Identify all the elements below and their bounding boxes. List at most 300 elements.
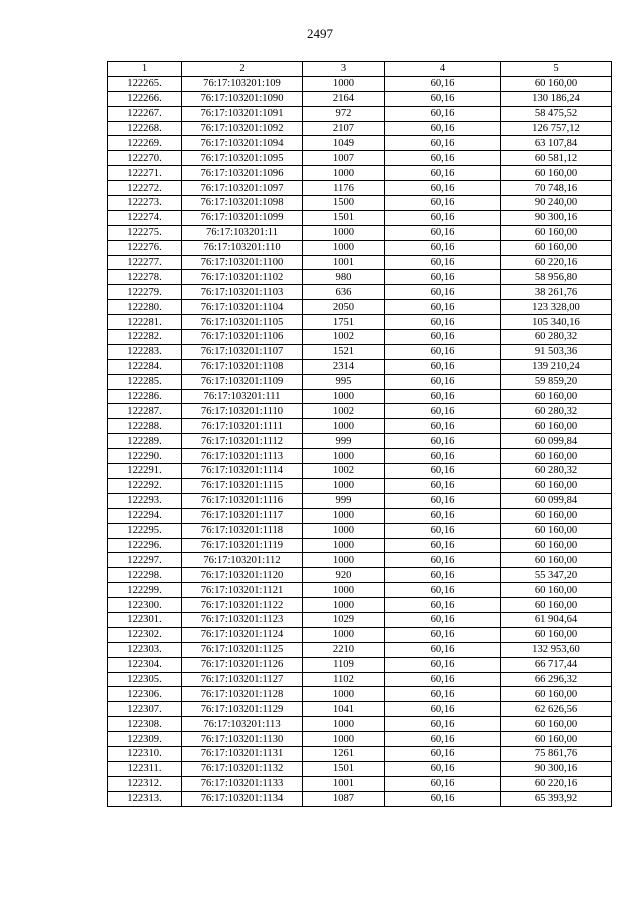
- rate-cell: 60,16: [385, 598, 501, 613]
- rate-cell: 60,16: [385, 538, 501, 553]
- row-number-cell: 122280.: [108, 300, 182, 315]
- table-row: [108, 642, 612, 657]
- table-row: [108, 344, 612, 359]
- area-cell: 999: [303, 434, 385, 449]
- row-number-cell: 122304.: [108, 657, 182, 672]
- amount-cell: 126 757,12: [501, 121, 612, 136]
- table-row: [108, 330, 612, 345]
- table-row: [108, 136, 612, 151]
- area-cell: 1751: [303, 315, 385, 330]
- cadastral-number-cell: 76:17:103201:1094: [182, 136, 303, 151]
- row-number-cell: 122294.: [108, 508, 182, 523]
- rate-cell: 60,16: [385, 300, 501, 315]
- amount-cell: 60 220,16: [501, 776, 612, 791]
- cadastral-number-cell: 76:17:103201:1120: [182, 568, 303, 583]
- cadastral-number-cell: 76:17:103201:1109: [182, 374, 303, 389]
- table-row: [108, 553, 612, 568]
- row-number-cell: 122308.: [108, 717, 182, 732]
- table-row: [108, 657, 612, 672]
- cadastral-number-cell: 76:17:103201:1121: [182, 583, 303, 598]
- column-header: 2: [182, 62, 303, 77]
- rate-cell: 60,16: [385, 702, 501, 717]
- rate-cell: 60,16: [385, 389, 501, 404]
- area-cell: 2164: [303, 91, 385, 106]
- rate-cell: 60,16: [385, 568, 501, 583]
- area-cell: 1001: [303, 776, 385, 791]
- row-number-cell: 122299.: [108, 583, 182, 598]
- cadastral-number-cell: 76:17:103201:1099: [182, 210, 303, 225]
- cadastral-number-cell: 76:17:103201:109: [182, 76, 303, 91]
- amount-cell: 60 099,84: [501, 493, 612, 508]
- amount-cell: 60 160,00: [501, 538, 612, 553]
- row-number-cell: 122301.: [108, 612, 182, 627]
- area-cell: 1029: [303, 612, 385, 627]
- table-body: [108, 76, 612, 806]
- cadastral-number-cell: 76:17:103201:1132: [182, 761, 303, 776]
- table-row: [108, 523, 612, 538]
- table-row: [108, 746, 612, 761]
- table-row: [108, 166, 612, 181]
- table-row: [108, 687, 612, 702]
- area-cell: 1000: [303, 627, 385, 642]
- amount-cell: 60 160,00: [501, 419, 612, 434]
- cadastral-number-cell: 76:17:103201:1103: [182, 285, 303, 300]
- row-number-cell: 122307.: [108, 702, 182, 717]
- table-row: [108, 270, 612, 285]
- area-cell: 636: [303, 285, 385, 300]
- area-cell: 1000: [303, 76, 385, 91]
- area-cell: 1501: [303, 761, 385, 776]
- area-cell: 1087: [303, 791, 385, 806]
- row-number-cell: 122271.: [108, 166, 182, 181]
- table-row: [108, 196, 612, 211]
- row-number-cell: 122267.: [108, 106, 182, 121]
- rate-cell: 60,16: [385, 330, 501, 345]
- rate-cell: 60,16: [385, 106, 501, 121]
- cadastral-number-cell: 76:17:103201:1102: [182, 270, 303, 285]
- cadastral-number-cell: 76:17:103201:1112: [182, 434, 303, 449]
- row-number-cell: 122309.: [108, 732, 182, 747]
- table-row: [108, 761, 612, 776]
- cadastral-number-cell: 76:17:103201:1111: [182, 419, 303, 434]
- rate-cell: 60,16: [385, 166, 501, 181]
- row-number-cell: 122302.: [108, 627, 182, 642]
- table-row: [108, 300, 612, 315]
- amount-cell: 60 160,00: [501, 598, 612, 613]
- cadastral-number-cell: 76:17:103201:110: [182, 240, 303, 255]
- cadastral-number-cell: 76:17:103201:1124: [182, 627, 303, 642]
- amount-cell: 66 717,44: [501, 657, 612, 672]
- area-cell: 1500: [303, 196, 385, 211]
- row-number-cell: 122268.: [108, 121, 182, 136]
- row-number-cell: 122270.: [108, 151, 182, 166]
- row-number-cell: 122269.: [108, 136, 182, 151]
- amount-cell: 60 160,00: [501, 732, 612, 747]
- table-row: [108, 508, 612, 523]
- cadastral-number-cell: 76:17:103201:112: [182, 553, 303, 568]
- table-row: [108, 702, 612, 717]
- cadastral-number-cell: 76:17:103201:1118: [182, 523, 303, 538]
- rate-cell: 60,16: [385, 315, 501, 330]
- area-cell: 1000: [303, 717, 385, 732]
- table-row: [108, 627, 612, 642]
- cadastral-number-cell: 76:17:103201:1105: [182, 315, 303, 330]
- rate-cell: 60,16: [385, 657, 501, 672]
- table-row: [108, 612, 612, 627]
- amount-cell: 60 160,00: [501, 583, 612, 598]
- area-cell: 1000: [303, 523, 385, 538]
- row-number-cell: 122274.: [108, 210, 182, 225]
- table-row: [108, 181, 612, 196]
- row-number-cell: 122300.: [108, 598, 182, 613]
- rate-cell: 60,16: [385, 225, 501, 240]
- table-row: [108, 91, 612, 106]
- rate-cell: 60,16: [385, 434, 501, 449]
- amount-cell: 60 160,00: [501, 449, 612, 464]
- amount-cell: 62 626,56: [501, 702, 612, 717]
- cadastral-number-cell: 76:17:103201:1133: [182, 776, 303, 791]
- table-row: [108, 121, 612, 136]
- table-row: [108, 791, 612, 806]
- table-row: [108, 493, 612, 508]
- row-number-cell: 122312.: [108, 776, 182, 791]
- amount-cell: 75 861,76: [501, 746, 612, 761]
- column-header: 5: [501, 62, 612, 77]
- row-number-cell: 122266.: [108, 91, 182, 106]
- amount-cell: 139 210,24: [501, 359, 612, 374]
- cadastral-number-cell: 76:17:103201:1100: [182, 255, 303, 270]
- rate-cell: 60,16: [385, 449, 501, 464]
- amount-cell: 60 099,84: [501, 434, 612, 449]
- column-header: 4: [385, 62, 501, 77]
- area-cell: 972: [303, 106, 385, 121]
- area-cell: 2050: [303, 300, 385, 315]
- amount-cell: 59 859,20: [501, 374, 612, 389]
- cadastral-number-cell: 76:17:103201:1104: [182, 300, 303, 315]
- cadastral-number-cell: 76:17:103201:1110: [182, 404, 303, 419]
- header-row: [108, 62, 612, 77]
- area-cell: 1001: [303, 255, 385, 270]
- rate-cell: 60,16: [385, 508, 501, 523]
- row-number-cell: 122279.: [108, 285, 182, 300]
- cadastral-number-cell: 76:17:103201:1107: [182, 344, 303, 359]
- cadastral-number-cell: 76:17:103201:1125: [182, 642, 303, 657]
- cadastral-number-cell: 76:17:103201:1097: [182, 181, 303, 196]
- rate-cell: 60,16: [385, 791, 501, 806]
- rate-cell: 60,16: [385, 672, 501, 687]
- area-cell: 1007: [303, 151, 385, 166]
- table-row: [108, 478, 612, 493]
- rate-cell: 60,16: [385, 642, 501, 657]
- row-number-cell: 122281.: [108, 315, 182, 330]
- amount-cell: 60 160,00: [501, 627, 612, 642]
- rate-cell: 60,16: [385, 76, 501, 91]
- amount-cell: 60 160,00: [501, 687, 612, 702]
- rate-cell: 60,16: [385, 285, 501, 300]
- table-row: [108, 717, 612, 732]
- row-number-cell: 122285.: [108, 374, 182, 389]
- area-cell: 1000: [303, 166, 385, 181]
- row-number-cell: 122313.: [108, 791, 182, 806]
- row-number-cell: 122272.: [108, 181, 182, 196]
- row-number-cell: 122286.: [108, 389, 182, 404]
- amount-cell: 60 280,32: [501, 330, 612, 345]
- row-number-cell: 122276.: [108, 240, 182, 255]
- row-number-cell: 122273.: [108, 196, 182, 211]
- amount-cell: 60 160,00: [501, 478, 612, 493]
- rate-cell: 60,16: [385, 136, 501, 151]
- cadastral-number-cell: 76:17:103201:1096: [182, 166, 303, 181]
- rate-cell: 60,16: [385, 746, 501, 761]
- area-cell: 1000: [303, 732, 385, 747]
- cadastral-number-cell: 76:17:103201:111: [182, 389, 303, 404]
- cadastral-number-cell: 76:17:103201:1128: [182, 687, 303, 702]
- area-cell: 1000: [303, 240, 385, 255]
- column-header: 1: [108, 62, 182, 77]
- column-header: 3: [303, 62, 385, 77]
- area-cell: 1002: [303, 330, 385, 345]
- amount-cell: 66 296,32: [501, 672, 612, 687]
- amount-cell: 132 953,60: [501, 642, 612, 657]
- table-row: [108, 598, 612, 613]
- area-cell: 980: [303, 270, 385, 285]
- area-cell: 1002: [303, 464, 385, 479]
- area-cell: 999: [303, 493, 385, 508]
- rate-cell: 60,16: [385, 717, 501, 732]
- area-cell: 1521: [303, 344, 385, 359]
- rate-cell: 60,16: [385, 553, 501, 568]
- amount-cell: 60 160,00: [501, 717, 612, 732]
- area-cell: 1000: [303, 225, 385, 240]
- amount-cell: 55 347,20: [501, 568, 612, 583]
- table-row: [108, 76, 612, 91]
- area-cell: 1002: [303, 404, 385, 419]
- row-number-cell: 122287.: [108, 404, 182, 419]
- row-number-cell: 122297.: [108, 553, 182, 568]
- area-cell: 2107: [303, 121, 385, 136]
- amount-cell: 58 956,80: [501, 270, 612, 285]
- row-number-cell: 122288.: [108, 419, 182, 434]
- cadastral-number-cell: 76:17:103201:1134: [182, 791, 303, 806]
- cadastral-number-cell: 76:17:103201:1130: [182, 732, 303, 747]
- rate-cell: 60,16: [385, 151, 501, 166]
- cadastral-number-cell: 76:17:103201:1115: [182, 478, 303, 493]
- table-row: [108, 151, 612, 166]
- rate-cell: 60,16: [385, 627, 501, 642]
- amount-cell: 60 280,32: [501, 404, 612, 419]
- area-cell: 2210: [303, 642, 385, 657]
- row-number-cell: 122277.: [108, 255, 182, 270]
- area-cell: 1000: [303, 389, 385, 404]
- area-cell: 1000: [303, 508, 385, 523]
- cadastral-number-cell: 76:17:103201:1106: [182, 330, 303, 345]
- cadastral-number-cell: 76:17:103201:1127: [182, 672, 303, 687]
- row-number-cell: 122296.: [108, 538, 182, 553]
- amount-cell: 70 748,16: [501, 181, 612, 196]
- row-number-cell: 122303.: [108, 642, 182, 657]
- table-row: [108, 374, 612, 389]
- area-cell: 1176: [303, 181, 385, 196]
- amount-cell: 90 300,16: [501, 761, 612, 776]
- rate-cell: 60,16: [385, 404, 501, 419]
- table-row: [108, 776, 612, 791]
- area-cell: 1000: [303, 583, 385, 598]
- rate-cell: 60,16: [385, 240, 501, 255]
- row-number-cell: 122292.: [108, 478, 182, 493]
- row-number-cell: 122311.: [108, 761, 182, 776]
- amount-cell: 91 503,36: [501, 344, 612, 359]
- amount-cell: 65 393,92: [501, 791, 612, 806]
- table-row: [108, 732, 612, 747]
- rate-cell: 60,16: [385, 478, 501, 493]
- rate-cell: 60,16: [385, 255, 501, 270]
- cadastral-number-cell: 76:17:103201:1116: [182, 493, 303, 508]
- amount-cell: 60 160,00: [501, 240, 612, 255]
- rate-cell: 60,16: [385, 121, 501, 136]
- area-cell: 2314: [303, 359, 385, 374]
- row-number-cell: 122289.: [108, 434, 182, 449]
- table-row: [108, 583, 612, 598]
- cadastral-number-cell: 76:17:103201:113: [182, 717, 303, 732]
- rate-cell: 60,16: [385, 464, 501, 479]
- rate-cell: 60,16: [385, 761, 501, 776]
- table-row: [108, 404, 612, 419]
- amount-cell: 60 220,16: [501, 255, 612, 270]
- row-number-cell: 122275.: [108, 225, 182, 240]
- area-cell: 1000: [303, 478, 385, 493]
- rate-cell: 60,16: [385, 270, 501, 285]
- cadastral-number-cell: 76:17:103201:1090: [182, 91, 303, 106]
- row-number-cell: 122265.: [108, 76, 182, 91]
- amount-cell: 90 300,16: [501, 210, 612, 225]
- cadastral-number-cell: 76:17:103201:1131: [182, 746, 303, 761]
- area-cell: 995: [303, 374, 385, 389]
- rate-cell: 60,16: [385, 344, 501, 359]
- table-row: [108, 106, 612, 121]
- rate-cell: 60,16: [385, 419, 501, 434]
- amount-cell: 130 186,24: [501, 91, 612, 106]
- row-number-cell: 122295.: [108, 523, 182, 538]
- rate-cell: 60,16: [385, 91, 501, 106]
- amount-cell: 63 107,84: [501, 136, 612, 151]
- table-row: [108, 359, 612, 374]
- rate-cell: 60,16: [385, 583, 501, 598]
- cadastral-number-cell: 76:17:103201:1129: [182, 702, 303, 717]
- amount-cell: 58 475,52: [501, 106, 612, 121]
- cadastral-number-cell: 76:17:103201:1091: [182, 106, 303, 121]
- area-cell: 1000: [303, 538, 385, 553]
- data-table: [107, 61, 612, 807]
- row-number-cell: 122278.: [108, 270, 182, 285]
- area-cell: 1000: [303, 449, 385, 464]
- cadastral-number-cell: 76:17:103201:1114: [182, 464, 303, 479]
- row-number-cell: 122298.: [108, 568, 182, 583]
- cadastral-number-cell: 76:17:103201:1126: [182, 657, 303, 672]
- row-number-cell: 122310.: [108, 746, 182, 761]
- rate-cell: 60,16: [385, 181, 501, 196]
- amount-cell: 60 160,00: [501, 523, 612, 538]
- rate-cell: 60,16: [385, 359, 501, 374]
- amount-cell: 60 160,00: [501, 166, 612, 181]
- amount-cell: 105 340,16: [501, 315, 612, 330]
- cadastral-number-cell: 76:17:103201:1122: [182, 598, 303, 613]
- area-cell: 1041: [303, 702, 385, 717]
- table-row: [108, 434, 612, 449]
- row-number-cell: 122284.: [108, 359, 182, 374]
- rate-cell: 60,16: [385, 612, 501, 627]
- table-row: [108, 225, 612, 240]
- amount-cell: 60 280,32: [501, 464, 612, 479]
- rate-cell: 60,16: [385, 196, 501, 211]
- row-number-cell: 122291.: [108, 464, 182, 479]
- row-number-cell: 122282.: [108, 330, 182, 345]
- rate-cell: 60,16: [385, 687, 501, 702]
- cadastral-number-cell: 76:17:103201:1095: [182, 151, 303, 166]
- table-row: [108, 255, 612, 270]
- rate-cell: 60,16: [385, 493, 501, 508]
- amount-cell: 60 160,00: [501, 389, 612, 404]
- rate-cell: 60,16: [385, 210, 501, 225]
- row-number-cell: 122293.: [108, 493, 182, 508]
- table-row: [108, 389, 612, 404]
- area-cell: 1102: [303, 672, 385, 687]
- cadastral-number-cell: 76:17:103201:1113: [182, 449, 303, 464]
- amount-cell: 90 240,00: [501, 196, 612, 211]
- table-row: [108, 568, 612, 583]
- area-cell: 1109: [303, 657, 385, 672]
- area-cell: 1000: [303, 553, 385, 568]
- row-number-cell: 122306.: [108, 687, 182, 702]
- cadastral-number-cell: 76:17:103201:1123: [182, 612, 303, 627]
- table-row: [108, 449, 612, 464]
- cadastral-number-cell: 76:17:103201:1092: [182, 121, 303, 136]
- table-row: [108, 210, 612, 225]
- amount-cell: 60 160,00: [501, 508, 612, 523]
- rate-cell: 60,16: [385, 523, 501, 538]
- row-number-cell: 122305.: [108, 672, 182, 687]
- table-row: [108, 315, 612, 330]
- row-number-cell: 122290.: [108, 449, 182, 464]
- page-number: 2497: [307, 26, 333, 41]
- table-row: [108, 672, 612, 687]
- amount-cell: 60 581,12: [501, 151, 612, 166]
- amount-cell: 60 160,00: [501, 225, 612, 240]
- area-cell: 1049: [303, 136, 385, 151]
- area-cell: 1000: [303, 687, 385, 702]
- amount-cell: 61 904,64: [501, 612, 612, 627]
- area-cell: 1501: [303, 210, 385, 225]
- rate-cell: 60,16: [385, 732, 501, 747]
- cadastral-number-cell: 76:17:103201:1117: [182, 508, 303, 523]
- table-row: [108, 419, 612, 434]
- table-row: [108, 464, 612, 479]
- cadastral-number-cell: 76:17:103201:1119: [182, 538, 303, 553]
- table-row: [108, 538, 612, 553]
- amount-cell: 60 160,00: [501, 76, 612, 91]
- table-row: [108, 240, 612, 255]
- area-cell: 1000: [303, 598, 385, 613]
- rate-cell: 60,16: [385, 776, 501, 791]
- row-number-cell: 122283.: [108, 344, 182, 359]
- amount-cell: 38 261,76: [501, 285, 612, 300]
- area-cell: 920: [303, 568, 385, 583]
- rate-cell: 60,16: [385, 374, 501, 389]
- area-cell: 1000: [303, 419, 385, 434]
- cadastral-number-cell: 76:17:103201:1108: [182, 359, 303, 374]
- amount-cell: 123 328,00: [501, 300, 612, 315]
- cadastral-number-cell: 76:17:103201:11: [182, 225, 303, 240]
- table-row: [108, 285, 612, 300]
